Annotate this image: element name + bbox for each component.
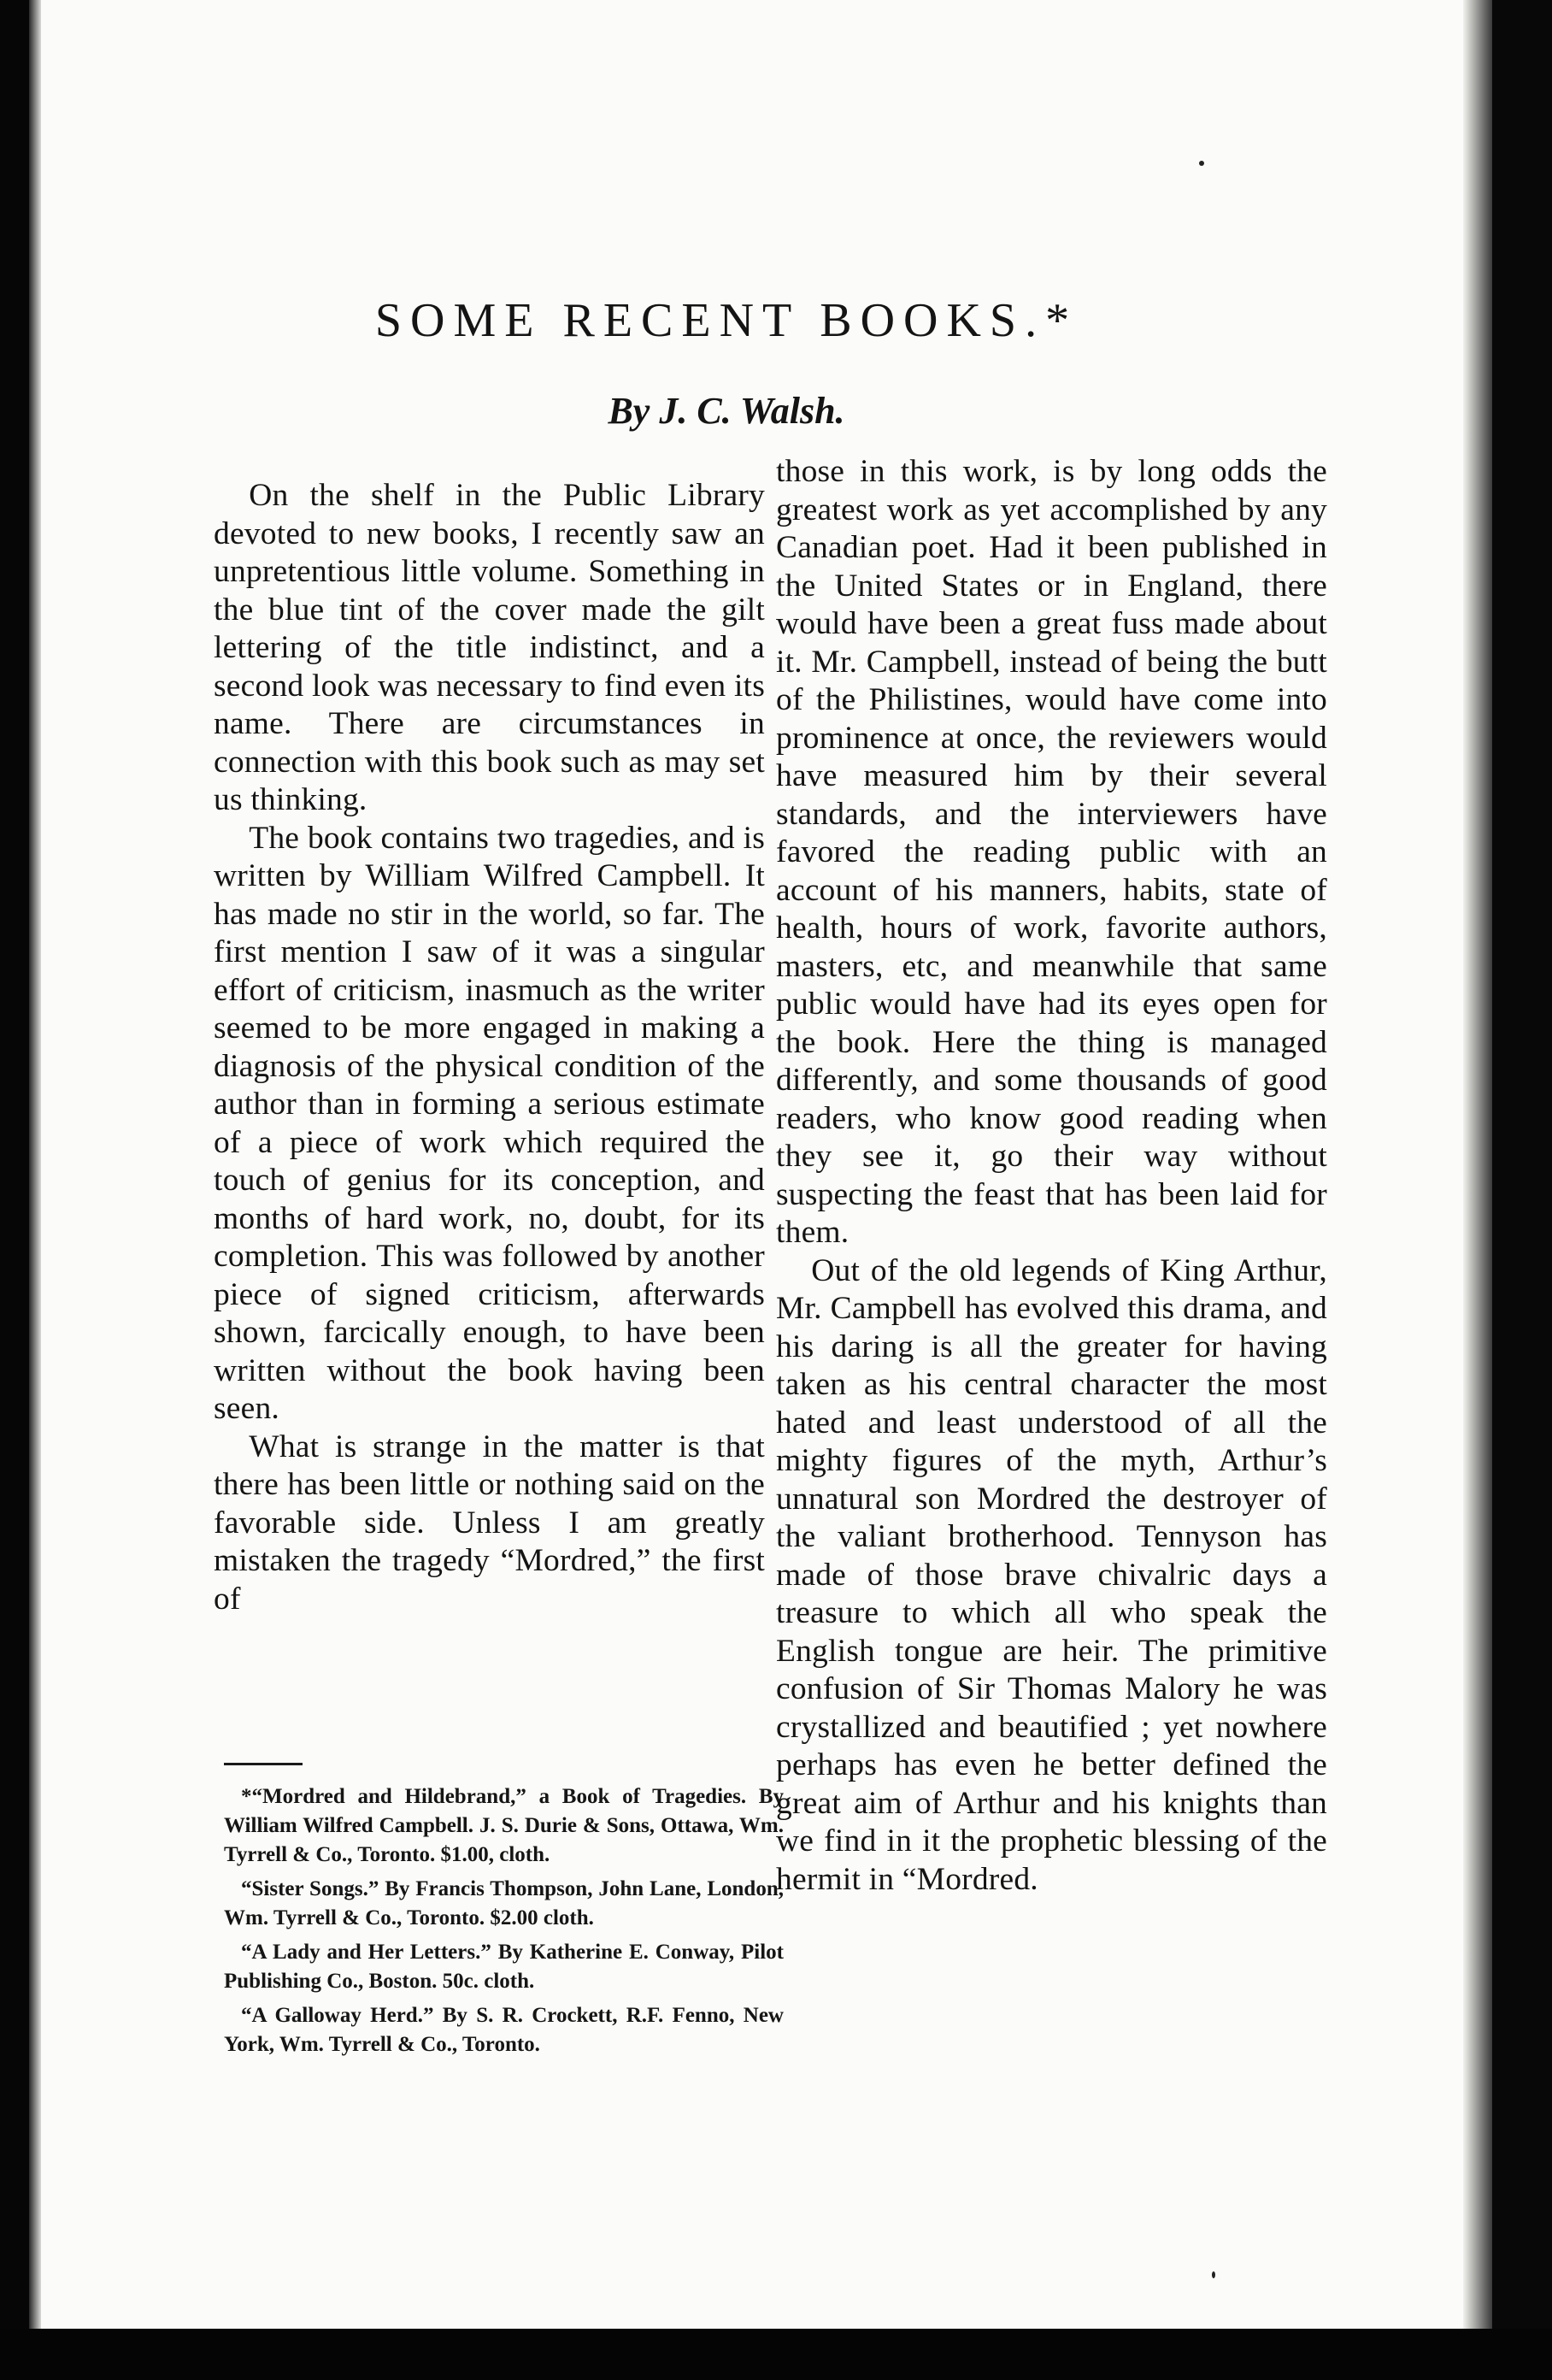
article-title: SOME RECENT BOOKS.* [374, 294, 1079, 347]
paragraph: The book contains two tragedies, and is written by William Wilfred Campbell. It has made no stir in the world, so far. The first mention I saw of it was a singular effort of criticism, inasmuch as the writer seemed to be more engaged in making a diagnosis of the physical condition of the author than in forming a serious estimate of a piece of work which required the touch of genius for its conception, and months of hard work, no, doubt, for its completion. This was followed by another piece of signed criticism, afterwards shown, farcically enough, to have been written without the book having been seen. [214, 820, 765, 1426]
scan-border-bottom [0, 2329, 1552, 2380]
paragraph: Out of the old legends of King Arthur, Mr. Campbell has evolved this drama, and his daring is all the greater for having taken as his central character the most hated and least understood of all the mighty figures of the myth, Arthur’s unnatural son Mordred the destroyer of the valiant brotherhood. Tennyson has made of those brave chivalric days a treasure to which all who speak the English tongue are heir. The primitive confusion of Sir Thomas Malory he was crystallized and beautified ; yet nowhere perhaps has even he better defined the great aim of Arthur and his knights than we find in it the prophetic blessing of the hermit in “Mordred. [776, 1252, 1327, 1897]
footnote: *“Mordred and Hildebrand,” a Book of Tragedies. By William Wilfred Campbell. J. S. Durie & Sons, Ottawa, Wm. Tyrrell & Co., Toronto. $1.00, cloth. [224, 1785, 784, 1866]
article-byline: By J. C. Walsh. [608, 390, 845, 432]
scan-border-right [1492, 0, 1552, 2380]
paper-speck [1199, 161, 1204, 166]
right-column [776, 453, 1327, 1899]
footnote-rule [224, 1763, 303, 1765]
footnote: “A Lady and Her Letters.” By Katherine E. Conway, Pilot Publishing Co., Boston. 50c. cloth. [224, 1941, 784, 1993]
footnotes [224, 1782, 784, 2065]
footnote: “A Galloway Herd.” By S. R. Crockett, R.F. Fenno, New York, Wm. Tyrrell & Co., Toronto. [224, 2004, 784, 2056]
paragraph: those in this work, is by long odds the greatest work as yet accomplished by any Canadian poet. Had it been published in the United States or in England, there would have been a great fuss made about it. Mr. Campbell, instead of being the butt of the Philistines, would have come into prominence at once, the reviewers would have measured him by their several standards, and the interviewers have favored the reading public with an account of his manners, habits, state of health, hours of work, favorite authors, masters, etc, and meanwhile that same public would have had its eyes open for the book. Here the thing is managed differently, and some thousands of good readers, who know good reading when they see it, go their way without suspecting the feast that has been laid for them. [776, 454, 1327, 1250]
binding-shadow [29, 0, 41, 2329]
scan-border-left [0, 0, 29, 2380]
paragraph: What is strange in the matter is that there has been little or nothing said on the favorable side. Unless I am greatly mistaken the tragedy “Mordred,” the first of [214, 1429, 765, 1617]
paper-speck [1212, 2271, 1215, 2278]
paragraph: On the shelf in the Public Library devoted to new books, I recently saw an unpretentious little volume. Something in the blue tint of the cover made the gilt lettering of the title indistinct, and a second look was necessary to find even its name. There are circumstances in connection with this book such as may set us thinking. [214, 478, 765, 817]
footnote: “Sister Songs.” By Francis Thompson, John Lane, London, Wm. Tyrrell & Co., Toronto. $2.00 cloth. [224, 1877, 784, 1929]
left-column [214, 477, 765, 1618]
page-edge-shadow [1463, 0, 1492, 2329]
